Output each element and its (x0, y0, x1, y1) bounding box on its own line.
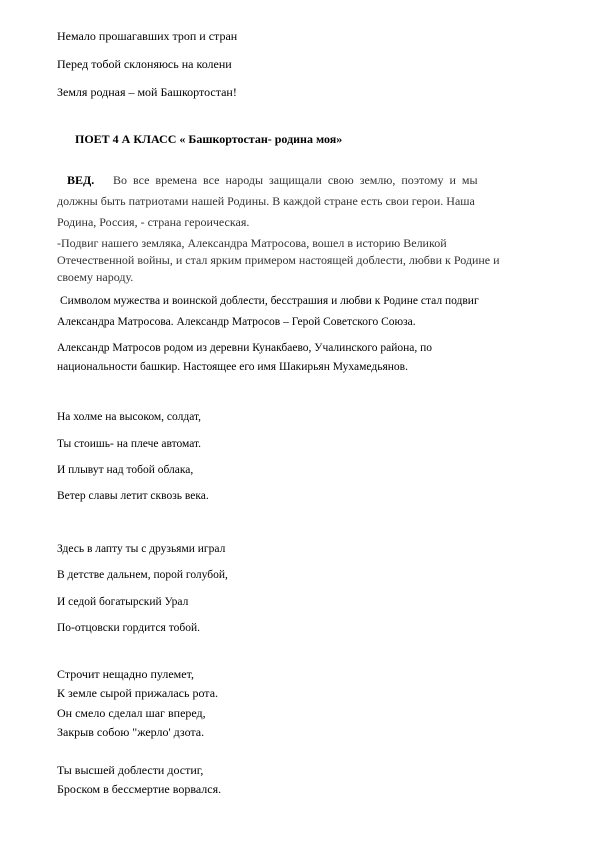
poem-line: Он смело сделал шаг вперед, (57, 706, 206, 720)
paragraph-symbol-line: Символом мужества и воинской доблести, бесстрашия и любви к Родине стал подвиг (60, 295, 479, 307)
intro-verse-line: Перед тобой склоняюсь на колени (57, 57, 232, 71)
host-speech-line: должны быть патриотами нашей Родины. В каждой стране есть свои герои. Наша (57, 194, 475, 208)
poem-line: На холме на высоком, солдат, (57, 411, 202, 423)
host-speech-line: Родина, Россия, - страна героическая. (57, 215, 250, 229)
paragraph-origin-line: национальности башкир. Настоящее его имя Шакирьян Мухамедьянов. (57, 361, 408, 373)
poem-line: По-отцовски гордится тобой. (57, 622, 200, 634)
poem-line: Здесь в лапту ты с друзьями играл (57, 543, 226, 555)
host-label: ВЕД. (67, 173, 95, 187)
poem-line: Ты стоишь- на плече автомат. (57, 438, 202, 450)
poem-line: К земле сырой прижалась рота. (57, 686, 219, 700)
host-speech-line: Во все времена все народы защищали свою землю, поэтому и мы (113, 173, 478, 187)
poem-line: Броском в бессмертие ворвался. (57, 782, 222, 796)
poem-line: И седой богатырский Урал (57, 596, 189, 608)
host-speech-line: Отечественной войны, и стал ярким примером настоящей доблести, любви к Родине и (57, 253, 500, 267)
intro-verse-line: Немало прошагавших троп и стран (57, 29, 238, 43)
poem-line: И плывут над тобой облака, (57, 464, 194, 476)
poem-line: В детстве дальнем, порой голубой, (57, 569, 228, 581)
poem-line: Ты высшей доблести достиг, (57, 763, 204, 777)
host-speech-line: -Подвиг нашего земляка, Александра Матросова, вошел в историю Великой (57, 236, 447, 250)
paragraph-origin-line: Александр Матросов родом из деревни Кунакбаево, Учалинского района, по (57, 342, 433, 354)
poem-line: Закрыв собою "жерло' дзота. (57, 725, 205, 739)
poem-line: Строчит нещадно пулемет, (57, 667, 194, 681)
poem-line: Ветер славы летит сквозь века. (57, 490, 209, 502)
host-speech-line: своему народу. (57, 270, 134, 284)
section-heading: ПОЕТ 4 А КЛАСС « Башкортостан- родина моя» (75, 132, 343, 146)
paragraph-symbol-line: Александра Матросова. Александр Матросов – Герой Советского Союза. (57, 316, 416, 328)
intro-verse-line: Земля родная – мой Башкортостан! (57, 85, 237, 99)
